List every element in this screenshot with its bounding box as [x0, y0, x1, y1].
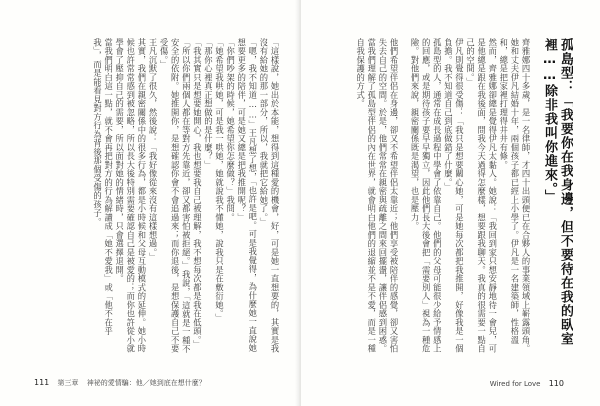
paragraph: 「她希望我哄她，可是我一哄她，她就說我不懂她，說我只是在敷衍她。」 — [214, 38, 225, 323]
chapter-title: 神祕的愛情騙：他／她到底在想什麼？ — [86, 379, 206, 387]
left-footer — [34, 378, 212, 388]
paragraph: 王凡沉默了很久，然後說：「我好像從來沒有這樣想過。」 — [147, 38, 158, 262]
paragraph: 當我們明白這一點，就不會再把對方的行為解讀成「她不愛我」或「他不在乎我」，而是能看見對方行為背後那個受傷的孩子。 — [92, 38, 114, 336]
paragraph: 齊雅娜四十多歲，是一名律師，才四十出頭便已在合夥人的事業領域上嶄露頭角。她和丈夫伊凡結婚十年，兩個孩子都已經上小學了。伊凡是一名建築師，性格溫和，總是把家裡打理得井井有條。 — [498, 38, 531, 353]
chapter-label: 第三章 — [57, 379, 79, 387]
left-text-block — [42, 38, 280, 356]
paragraph: 「嗯，我不知道……」王凡想了想，「也許是吧。可是我覺得，為什麼她一直說她想要更多的陪伴，可是她又總是把我推開呢？」 — [236, 38, 258, 353]
paragraph: 「我其實只是想要她開心，我也想要我自己被理解，我不想每次都是我在低頭。」 — [192, 38, 203, 349]
page-number: 110 — [548, 379, 564, 388]
right-text-block — [321, 38, 573, 356]
page-number: 111 — [34, 378, 50, 387]
paragraph: 其實，我們在親密關係中的很多行為，都是小時候和父母互動模式的延伸。她小時候也許常常感到被忽略，所以長大後特別需要確認自己是被愛的；而你也許從小就學會了壓抑自己的需要，所以面對她的情緒時，只會選擇退開。 — [114, 38, 147, 353]
book-title: Wired for Love — [489, 380, 541, 388]
paragraph: 「所以你們兩個人都在等對方先靠近，卻又都害怕被拒絕。」我說，「這就是一種不安全的依附。她推開你，是想確認你會不會追過來；而你退後，是想保護自己不要受傷。」 — [159, 38, 192, 354]
paragraph: 當我們理解了孤島型伴侶的內在世界，就會明白他們的退縮並不是不愛，而是一種自我保護的方式。 — [355, 38, 377, 353]
paragraph: 孤島型的人，通常在成長過程中學會了依靠自己。他們的父母可能很少給予情感上的回應，或是期待孩子要早早獨立，因此他們長大後會把「需要別人」視為一種危險。對他們來說，親密關係既是渴望，也是壓力。 — [410, 38, 443, 353]
paragraph: 然而，齊雅娜卻總是覺得伊凡太黏人。她說：「我回到家只想安靜地待一會兒，可是他總是跟在我後面，問我今天過得怎麼樣，想要跟我聊天。我真的很需要一點自己的空間。」 — [465, 38, 498, 353]
paragraph: 「這樣說，她出於本能，想得到這種愛的機會，好，可是她一直想要的，其實是我沒有給她的那一部分，所以，我就把它給她了。」 — [258, 38, 280, 353]
paragraph: 他們希望伴侶在身邊，卻又不希望伴侶太靠近；他們享受被陪伴的感覺，卻又害怕失去自己的空間。於是，他們常常在親密與疏離之間來回擺盪，讓伴侶感到困惑。 — [377, 38, 399, 353]
paragraph: 「你們吵架的時候，她希望你怎麼做？」我問。 — [225, 38, 236, 222]
right-page — [301, 0, 600, 406]
right-footer — [490, 379, 570, 388]
left-page — [0, 0, 299, 406]
paragraph: 伊凡則覺得很受傷：「我只是想要關心她，可是她每次都把我推開，好像我是一個負擔。我不知道自己到底做錯了什麼。」 — [443, 38, 465, 353]
section-heading: 孤島型：「我要你在我身邊，但不要待在我的臥室裡……除非我叫你進來。」 — [542, 38, 573, 346]
paragraph: 「那你心裡真正想做的是什麼？」 — [203, 38, 214, 170]
